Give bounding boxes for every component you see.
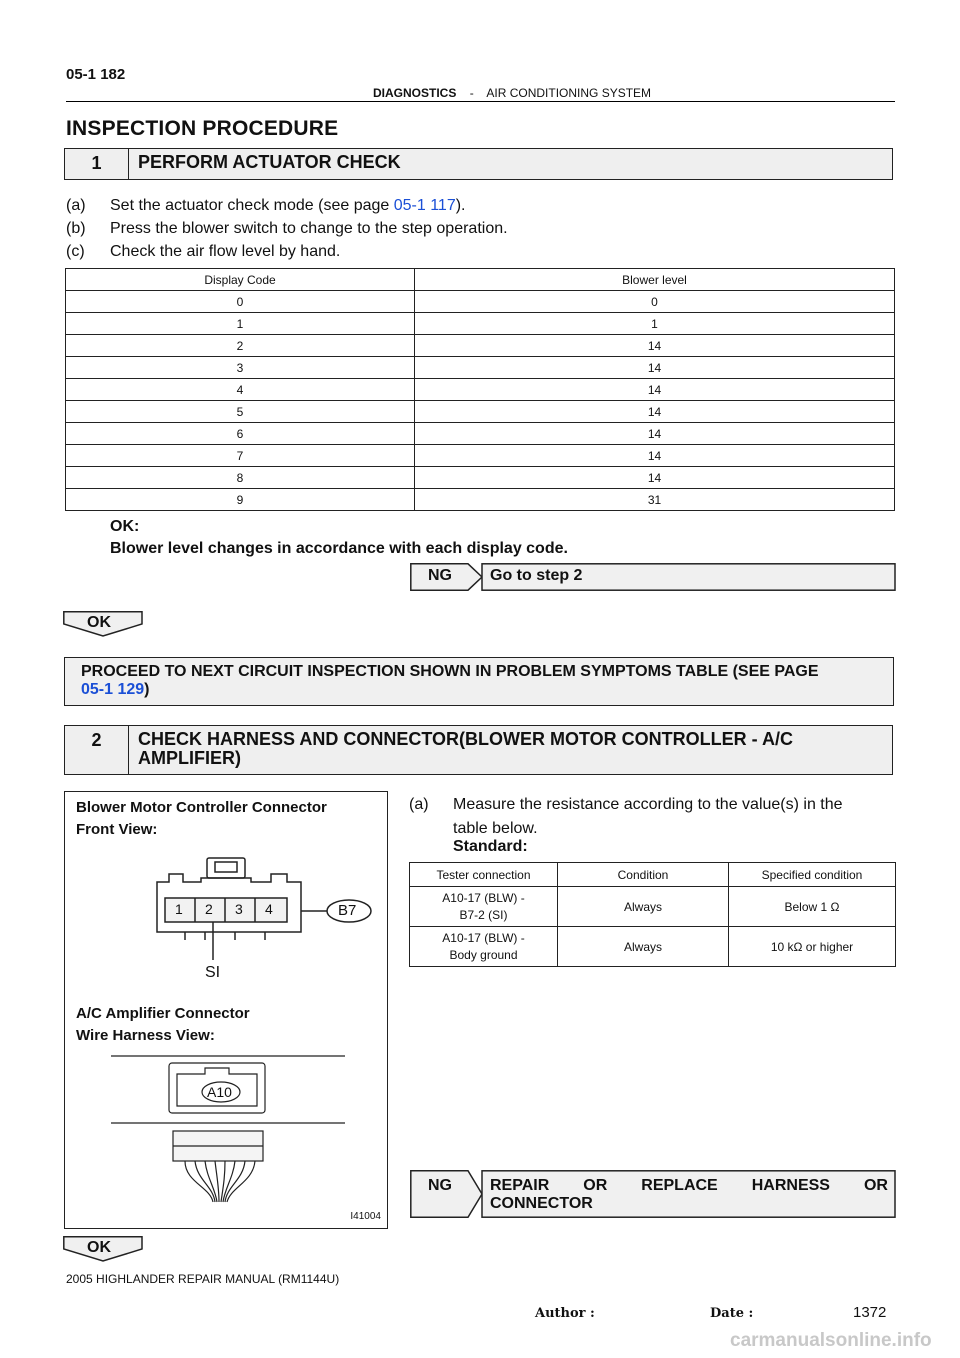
figure-caption-blower: Blower Motor Controller Connector Front View:	[76, 799, 327, 838]
ok-criteria-text: Blower level changes in accordance with each display code.	[110, 540, 568, 557]
table-row: 3 14	[66, 357, 895, 379]
figure-code: I41004	[350, 1211, 381, 1222]
step1-instruction-b: (b) Press the blower switch to change to the step operation.	[66, 220, 508, 237]
table-header: Condition	[558, 863, 729, 887]
ng-arrow-icon	[410, 563, 896, 591]
table-header: Specified condition	[729, 863, 896, 887]
connector-b7-label: B7	[338, 902, 357, 919]
table-header-row	[66, 269, 895, 291]
header-rule	[66, 101, 895, 102]
figure-caption-amplifier: A/C Amplifier Connector Wire Harness View:	[76, 1005, 250, 1044]
step2-number: 2	[65, 726, 129, 774]
ok-criteria-label: OK:	[110, 518, 140, 535]
table-row: 0 0	[66, 291, 895, 313]
page-title: INSPECTION PROCEDURE	[66, 117, 339, 140]
table-row: 5 14	[66, 401, 895, 423]
ng-action-word: REPAIR	[490, 1177, 550, 1194]
manual-title: 2005 HIGHLANDER REPAIR MANUAL (RM1144U)	[66, 1272, 340, 1286]
connector-a10-label: A10	[207, 1084, 232, 1100]
step2-label: CHECK HARNESS AND CONNECTOR(BLOWER MOTOR CONTROLLER - A/C AMPLIFIER)	[138, 729, 793, 768]
section-header	[373, 86, 651, 100]
date-label: Date :	[710, 1306, 754, 1321]
table-row: 8 14	[66, 467, 895, 489]
proceed-text: PROCEED TO NEXT CIRCUIT INSPECTION SHOWN IN PROBLEM SYMPTOMS TABLE (SEE PAGE 05-1 129)	[81, 663, 819, 698]
step1-instruction-a: (a) Set the actuator check mode (see page 05-1 117).	[66, 197, 466, 214]
table-row: A10-17 (BLW) - Body ground Always 10 kΩ or higher	[410, 927, 896, 967]
pin-si-label: SI	[205, 964, 221, 981]
ok-result-step1	[63, 611, 143, 637]
table-row: 7 14	[66, 445, 895, 467]
ng-action-word: REPLACE	[641, 1177, 718, 1194]
step1-label: PERFORM ACTUATOR CHECK	[138, 152, 401, 172]
ng-result-step2	[410, 1170, 896, 1218]
page-link-05-1-129[interactable]: 05-1 129	[81, 681, 145, 698]
resistance-table	[409, 862, 896, 967]
watermark: carmanualsonline.info	[730, 1330, 932, 1351]
ng-action-word: HARNESS	[751, 1177, 830, 1194]
table-row: 6 14	[66, 423, 895, 445]
step1-number: 1	[65, 149, 129, 179]
table-header: Blower level	[415, 269, 895, 291]
blower-level-table	[65, 268, 895, 511]
page-code: 05-1 182	[66, 66, 126, 83]
ng-label: NG	[428, 567, 452, 584]
section-header-rest: AIR CONDITIONING SYSTEM	[486, 86, 652, 100]
ng-action: Go to step 2	[490, 567, 583, 584]
table-header: Display Code	[66, 269, 415, 291]
ok-result-step2	[63, 1236, 143, 1262]
step1-box	[64, 148, 893, 180]
table-row: A10-17 (BLW) - B7-2 (SI) Always Below 1 Ω	[410, 887, 896, 927]
table-row: 9 31	[66, 489, 895, 511]
section-header-sep: -	[469, 86, 474, 100]
proceed-box	[64, 657, 894, 706]
step2-instruction-a: (a) Measure the resistance according to the value(s) in the table below.	[409, 796, 843, 837]
step2-box	[64, 725, 893, 775]
table-header-row	[410, 863, 896, 887]
ok-label: OK	[87, 614, 111, 631]
page-link-05-1-117[interactable]: 05-1 117	[393, 197, 456, 214]
page-number: 1372	[853, 1304, 887, 1321]
section-header-bold: DIAGNOSTICS	[373, 86, 457, 100]
author-label: Author :	[535, 1306, 595, 1321]
step1-instruction-c: (c) Check the air flow level by hand.	[66, 243, 341, 260]
table-header: Tester connection	[410, 863, 558, 887]
ng-action-word: OR	[583, 1177, 608, 1194]
ok-label: OK	[87, 1239, 111, 1256]
pin-4: 4	[265, 901, 273, 917]
ng-label: NG	[428, 1177, 452, 1194]
ng-result-step1	[410, 563, 896, 591]
table-row: 4 14	[66, 379, 895, 401]
pin-3: 3	[235, 901, 243, 917]
table-row: 2 14	[66, 335, 895, 357]
pin-1: 1	[175, 901, 183, 917]
pin-2: 2	[205, 901, 213, 917]
connector-figure	[64, 791, 388, 1229]
table-row: 1 1	[66, 313, 895, 335]
ng-action: REPAIR OR REPLACE HARNESS OR CONNECTOR	[490, 1177, 888, 1212]
standard-label: Standard:	[453, 838, 528, 855]
ng-action-word: OR	[863, 1177, 888, 1194]
